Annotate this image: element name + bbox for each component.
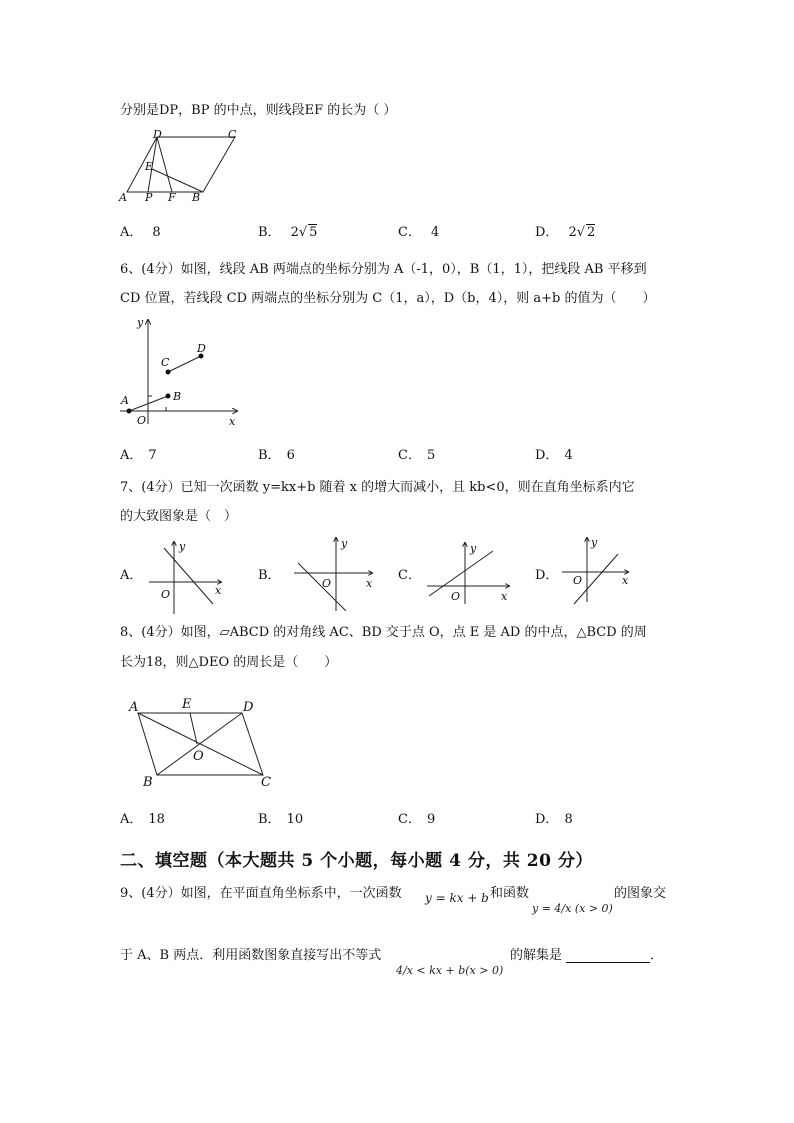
svg-text:x: x	[622, 574, 629, 587]
q9-text-line2: 于 A、B 两点．利用函数图象直接写出不等式	[120, 948, 382, 963]
svg-text:x: x	[501, 590, 508, 603]
section-2-heading: 二、填空题（本大题共 5 个小题，每小题 4 分，共 20 分）	[120, 851, 593, 871]
q6-label-y: y	[137, 316, 144, 329]
q6-stem-line2: CD 位置，若线段 CD 两端点的坐标分别为 C（1，a），D（b，4），则 a+b 的值为（ ）	[120, 291, 656, 306]
q7-option-d-graph[interactable]	[560, 534, 635, 608]
q5-label-f: F	[168, 191, 176, 204]
q7-option-b-graph[interactable]	[290, 533, 380, 615]
q9-text-part2: 和函数	[490, 886, 530, 901]
svg-text:C: C	[261, 775, 271, 790]
q6-option-a[interactable]: A． 7	[120, 448, 157, 463]
q6-stem-line1: 6、(4分）如图，线段 AB 两端点的坐标分别为 A（-1，0），B（1，1），把线段 AB 平移到	[120, 262, 647, 277]
q6-option-b[interactable]: B． 6	[258, 448, 295, 463]
q6-option-c[interactable]: C． 5	[398, 448, 436, 463]
q8-option-b[interactable]: B． 10	[258, 812, 304, 827]
q5-label-d: D	[153, 128, 162, 141]
q6-label-d: D	[197, 342, 206, 355]
q9-text-solution: 的解集是	[510, 948, 563, 963]
q9-text-part1: 9、(4分）如图，在平面直角坐标系中，一次函数	[120, 886, 402, 901]
svg-text:x: x	[215, 584, 222, 597]
q6-coordinate-figure	[115, 312, 245, 430]
q8-option-a[interactable]: A． 18	[120, 812, 165, 827]
svg-text:y: y	[591, 536, 598, 549]
q7-stem-line2: 的大致图象是（ ）	[120, 509, 238, 524]
q5-parallelogram-figure	[115, 128, 245, 206]
q5-option-a[interactable]: A． 8	[120, 225, 161, 240]
q6-option-d[interactable]: D． 4	[535, 448, 573, 463]
svg-text:E: E	[182, 697, 192, 712]
q9-formula-inverse: y = 4/x (x > 0)	[532, 902, 613, 915]
q9-answer-blank[interactable]	[566, 950, 650, 967]
q6-label-a: A	[121, 394, 129, 407]
svg-text:O: O	[451, 590, 461, 603]
q5-label-p: P	[145, 191, 153, 204]
q8-stem-line1: 8、(4分）如图，▱ABCD 的对角线 AC、BD 交于点 O，点 E 是 AD 的中点，△BCD 的周	[120, 625, 647, 640]
q7-option-c-graph[interactable]	[425, 538, 515, 606]
q5-label-c: C	[228, 128, 237, 141]
q8-option-c[interactable]: C． 9	[398, 812, 436, 827]
q9-text-part3: 的图象交	[614, 886, 667, 901]
q9-formula-inequality: 4/x < kx + b(x > 0)	[396, 964, 504, 977]
svg-text:O: O	[193, 749, 204, 764]
q8-parallelogram-figure	[125, 693, 280, 793]
q7-option-c[interactable]: C．	[398, 568, 421, 583]
q5-option-d[interactable]: D． 2√ 2	[535, 225, 596, 240]
svg-text:y: y	[341, 537, 348, 550]
q6-label-x: x	[229, 415, 236, 428]
q5-label-e: E	[145, 160, 154, 173]
q9-end-punct: ．	[650, 948, 664, 963]
q5-label-a: A	[119, 191, 127, 204]
svg-text:D: D	[243, 700, 254, 715]
svg-text:A: A	[129, 700, 139, 715]
svg-text:y: y	[179, 540, 186, 553]
q5-stem-text: 分别是DP，BP 的中点，则线段EF 的长为（ ）	[120, 103, 397, 118]
svg-text:O: O	[573, 574, 583, 587]
q5-option-c[interactable]: C． 4	[398, 225, 440, 240]
q9-formula-linear: y = kx + b	[425, 891, 489, 905]
q6-label-c: C	[161, 356, 170, 369]
q7-stem-line1: 7、(4分）已知一次函数 y=kx+b 随着 x 的增大而减小，且 kb<0，则在直角坐标系内它	[120, 480, 635, 495]
q7-option-d[interactable]: D．	[535, 568, 559, 583]
q5-option-b[interactable]: B． 2√ 5	[258, 225, 318, 240]
svg-text:y: y	[470, 542, 477, 555]
q8-stem-line2: 长为18，则△DEO 的周长是（ ）	[120, 655, 338, 670]
svg-text:x: x	[366, 577, 373, 590]
q7-option-a-graph[interactable]	[145, 538, 230, 618]
q6-label-b: B	[173, 390, 182, 403]
q5-label-b: B	[192, 191, 201, 204]
svg-text:B: B	[143, 775, 153, 790]
svg-text:O: O	[161, 588, 171, 601]
svg-text:O: O	[322, 577, 332, 590]
q8-option-d[interactable]: D． 8	[535, 812, 573, 827]
q7-option-b[interactable]: B．	[258, 568, 281, 583]
q6-label-o: O	[137, 414, 147, 427]
q7-option-a[interactable]: A．	[120, 568, 143, 583]
